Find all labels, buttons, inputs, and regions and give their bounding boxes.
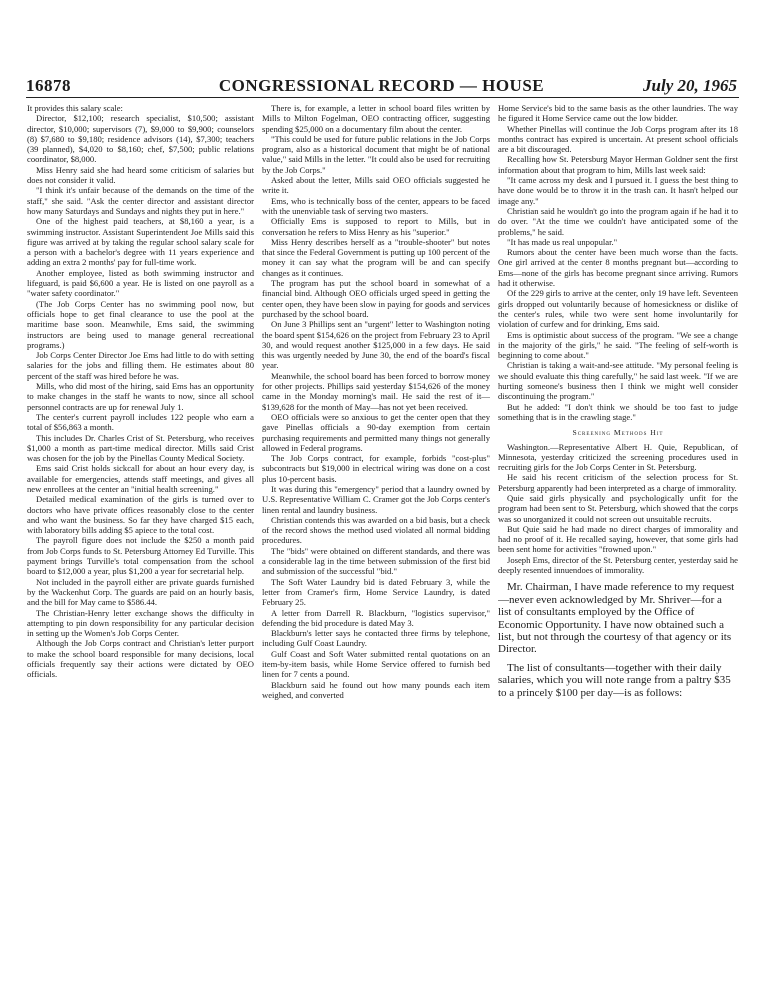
- paragraph: Whether Pinellas will continue the Job Corps program after its 18 months contract has expired is uncertain. At present school officials are a bit discouraged.: [498, 123, 738, 155]
- issue-date: July 20, 1965: [643, 76, 737, 95]
- paragraph: Christian said he wouldn't go into the program again if he had it to do over. "At the time we couldn't have anticipated some of the problems," he said.: [498, 205, 738, 237]
- paragraph: Gulf Coast and Soft Water submitted rental quotations on an item-by-item basis, while Home Service offered to furnish bed linen for 7 cents a pound.: [262, 648, 490, 680]
- header-rule: [26, 97, 739, 98]
- paragraph: Rumors about the center have been much worse than the facts. One girl arrived at the center 8 months pregnant but—according to Ems—none of the girls has become pregnant since arriving. Rumors had it otherwise.: [498, 247, 738, 289]
- paragraph: Recalling how St. Petersburg Mayor Herman Goldner sent the first information about that program to him, Mills last week said:: [498, 154, 738, 175]
- paragraph: Job Corps Center Director Joe Ems had little to do with setting salaries for the jobs and filling them. He estimates about 80 percent of the staff was hired before he was.: [27, 350, 254, 381]
- paragraph: The Soft Water Laundry bid is dated February 3, while the letter from Cramer's firm, Home Service Laundry, is dated February 25.: [262, 576, 490, 608]
- paragraph: It provides this salary scale:: [27, 103, 123, 113]
- paragraph: Miss Henry describes herself as a "trouble-shooter" but notes that since the Federal Government is putting up 100 percent of the money it can say what the program will be and can specify changes as it continues.: [262, 236, 490, 278]
- journal-title: CONGRESSIONAL RECORD — HOUSE: [218, 76, 545, 95]
- paragraph: Ems is optimistic about success of the program. "We see a change in the majority of the girls," he said. "The feeling of self-worth is beginning to come about.": [498, 329, 738, 361]
- paragraph: "It came across my desk and I pursued it. I guess the best thing to have done would be to throw it in the trash can. It hasn't helped our image any.": [498, 175, 738, 206]
- paragraph: But Quie said he had made no direct charges of immorality and had no proof of it. He recalled saying, however, that some girls had been sent home for activities "frowned upon.": [498, 523, 738, 555]
- paragraph: The Job Corps contract, for example, forbids "cost-plus" subcontracts but $19,000 in electrical wiring was done on a cost plus 10-percent basis.: [262, 453, 490, 484]
- paragraph: The Christian-Henry letter exchange shows the difficulty in attempting to pin down responsibility for any particular decision in setting up the Women's Job Corps Center.: [27, 607, 254, 639]
- paragraph: Joseph Ems, director of the St. Petersburg center, yesterday said he deeply resented innuendoes of immorality.: [498, 554, 738, 576]
- column-2: [262, 103, 490, 976]
- paragraph: Another employee, listed as both swimming instructor and lifeguard, is paid $6,600 a year. He is listed on one payroll as a "water safety coordinator.": [27, 267, 254, 299]
- paragraph: The center's current payroll includes 122 people who earn a total of $56,863 a month.: [27, 411, 254, 433]
- paragraph: Although the Job Corps contract and Christian's letter purport to make the school board responsible for many decisions, local officials frequently say their actions were dictated by OEO officials.: [27, 638, 254, 680]
- paragraph: Miss Henry said she had heard some criticism of salaries but does not consider it valid.: [27, 164, 254, 186]
- paragraph: The "bids" were obtained on different standards, and there was a considerable lag in the time between submission of the first bid and submission of the successful "bid.": [262, 545, 490, 577]
- paragraph: Washington.—Representative Albert H. Quie, Republican, of Minnesota, yesterday criticized the screening procedures used in recruiting girls for the Job Corps Center in St. Petersburg.: [498, 441, 738, 473]
- paragraph: Blackburn's letter says he contacted three firms by telephone, including Gulf Coast Laundry.: [262, 628, 490, 649]
- paragraph: Ems, who is technically boss of the center, appears to be faced with the unenviable task of serving two masters.: [262, 195, 490, 216]
- column-3: [498, 103, 738, 976]
- paragraph: Christian contends this was awarded on a bid basis, but a check of the record shows the method used violated all normal bidding procedures.: [262, 514, 490, 546]
- paragraph: Blackburn said he found out how many pounds each item weighed, and converted: [262, 679, 490, 700]
- paragraph: Detailed medical examination of the girls is turned over to doctors who have private offices reasonably close to the center and who want the business. So far they have charged $15 each, with laboratory bills adding $5 apiece to the total cost.: [27, 494, 254, 536]
- paragraph: "This could be used for future public relations in the Job Corps program, also as a historical document that might be of national value," said Mills in the letter. "It could also be used for recruiting by the Job Corps.": [262, 133, 490, 175]
- paragraph: "I think it's unfair because of the demands on the time of the staff," she said. "Ask the center director and assistant director how many Saturdays and Sundays and nights they put in here.": [27, 185, 254, 216]
- paragraph: There is, for example, a letter in school board files written by Mills to Milton Fogelman, OEO contracting officer, suggesting spending $25,000 on a documentary film about the center.: [262, 103, 490, 134]
- page-number: 16878: [26, 76, 71, 95]
- paragraph: Christian is taking a wait-and-see attitude. "My personal feeling is we should evaluate this thing carefully," he said last week. "If we are hurting someone's business then I think we might well consider discontinuing the program.": [498, 360, 738, 402]
- remarks-paragraph: Mr. Chairman, I have made reference to my request—never even acknowledged by Mr. Shriver—for a list of consultants employed by the Office of Economic Opportunity. I have now obtained such a list, but not through the courtesy of that agency or its Director.: [498, 581, 735, 656]
- paragraph: Of the 229 girls to arrive at the center, only 19 have left. Seventeen girls dropped out voluntarily because of homesickness or dislike of the center's rules, while two were sent home involuntarily for violation of curfew and for drinking, Ems said.: [498, 288, 738, 330]
- paragraph: "It has made us real unpopular.": [507, 236, 618, 247]
- paragraph: Mills, who did most of the hiring, said Ems has an opportunity to make changes in the staff he wants to now, since all school personnel contracts are up for renewal July 1.: [27, 381, 254, 412]
- paragraph: The program has put the school board in somewhat of a financial bind. Although OEO officials urged speed in getting the center open, they have been slow in paying for goods and services purchased by the school board.: [262, 278, 490, 319]
- paragraph: (The Job Corps Center has no swimming pool now, but officials hope to get final clearance to use the pool at the maritime base soon. Meanwhile, Ems said, the swimming instructors are being used to manage general recreational programs.): [27, 298, 254, 350]
- paragraph: But he added: "I don't think we should be too fast to judge something that is in the crawling stage.": [498, 401, 738, 422]
- paragraph: Meanwhile, the school board has been forced to borrow money for other projects. Phillips said yesterday $154,626 of the money came in the Monday morning's mail. He said the rest of it—$139,628 for the month of May—has not yet been received.: [262, 370, 490, 412]
- paragraph: Ems said Crist holds sickcall for about an hour every day, is available for emergencies, attends staff meetings, and gives all new enrollees at the center an "initial health screening.": [27, 463, 254, 494]
- paragraph: Officially Ems is supposed to report to Mills, but in conversation he refers to Miss Henry as his "superior.": [262, 216, 490, 237]
- column-1: [27, 103, 254, 976]
- paragraph: This includes Dr. Charles Crist of St. Petersburg, who receives $1,000 a month as part-time medical director. Mills said Crist was chosen for the job by the Pinellas County Medical Society.: [27, 432, 254, 464]
- paragraph: Not included in the payroll either are private guards furnished by the Wackenhut Corp. The guards are paid on an hourly basis, and the bill for May came to $586.44.: [27, 576, 254, 608]
- paragraph: The payroll figure does not include the $250 a month paid from Job Corps funds to St. Petersburg Attorney Ed Turville. This payment brings Turville's total compensation from the school board to $12,000 a year, plus $1,200 a year for secretarial help.: [27, 535, 254, 577]
- paragraph: He said his recent criticism of the selection process for St. Petersburg apparently had been interpreted as a charge of immorality.: [498, 472, 738, 493]
- paragraph: On June 3 Phillips sent an "urgent" letter to Washington noting the board spent $154,626 on the project from February 23 to April 30, and would request another $125,000 in a few days. He said this was urgently needed by June 30, the end of the board's fiscal year.: [262, 319, 490, 371]
- paragraph: A letter from Darrell R. Blackburn, "logistics supervisor," defending the bid procedure is dated May 3.: [262, 607, 490, 628]
- remarks-paragraph: The list of consultants—together with their daily salaries, which you will note range from a paltry $35 to a princely $100 per day—is as follows:: [498, 661, 731, 699]
- paragraph: Director, $12,100; research specialist, $10,500; assistant director, $10,000; supervisors (7), $9,000 to $9,900; counselors (8) $7,680 to $9,180; residence advisors (14), $7,300; teachers (39 planned), $4,020 to $8,160; chef, $7,500; public relations coordinator, $8,000.: [27, 113, 254, 165]
- paragraph: Asked about the letter, Mills said OEO officials suggested he write it.: [262, 175, 490, 196]
- paragraph: It was during this "emergency" period that a laundry owned by U.S. Representative William C. Cramer got the Job Corps center's linen rental and laundry business.: [262, 483, 490, 515]
- remarks: [498, 581, 738, 699]
- paragraph: OEO officials were so anxious to get the center open that they gave Pinellas officials a 90-day exemption from certain purchasing requirements and permitted many things not generally allowed in Federal programs.: [262, 411, 490, 453]
- section-heading: Screening Methods Hit: [572, 428, 664, 438]
- paragraph: Home Service's bid to the same basis as the other laundries. The way he figured it Home Service came out the low bidder.: [498, 103, 738, 124]
- paragraph: Quie said girls physically and psychologically unfit for the program had been sent to St. Petersburg, which showed that the corps was so unorganized it could not screen out unsuitable recruits.: [498, 492, 738, 524]
- paragraph: One of the highest paid teachers, at $8,160 a year, is a swimming instructor. Assistant Superintendent Joe Mills said this figure was arrived at by taking the regular school salary scale for a person with a bachelor's degree with 11 years experience and adding an extra 2 months' pay for full-time work.: [27, 216, 254, 268]
